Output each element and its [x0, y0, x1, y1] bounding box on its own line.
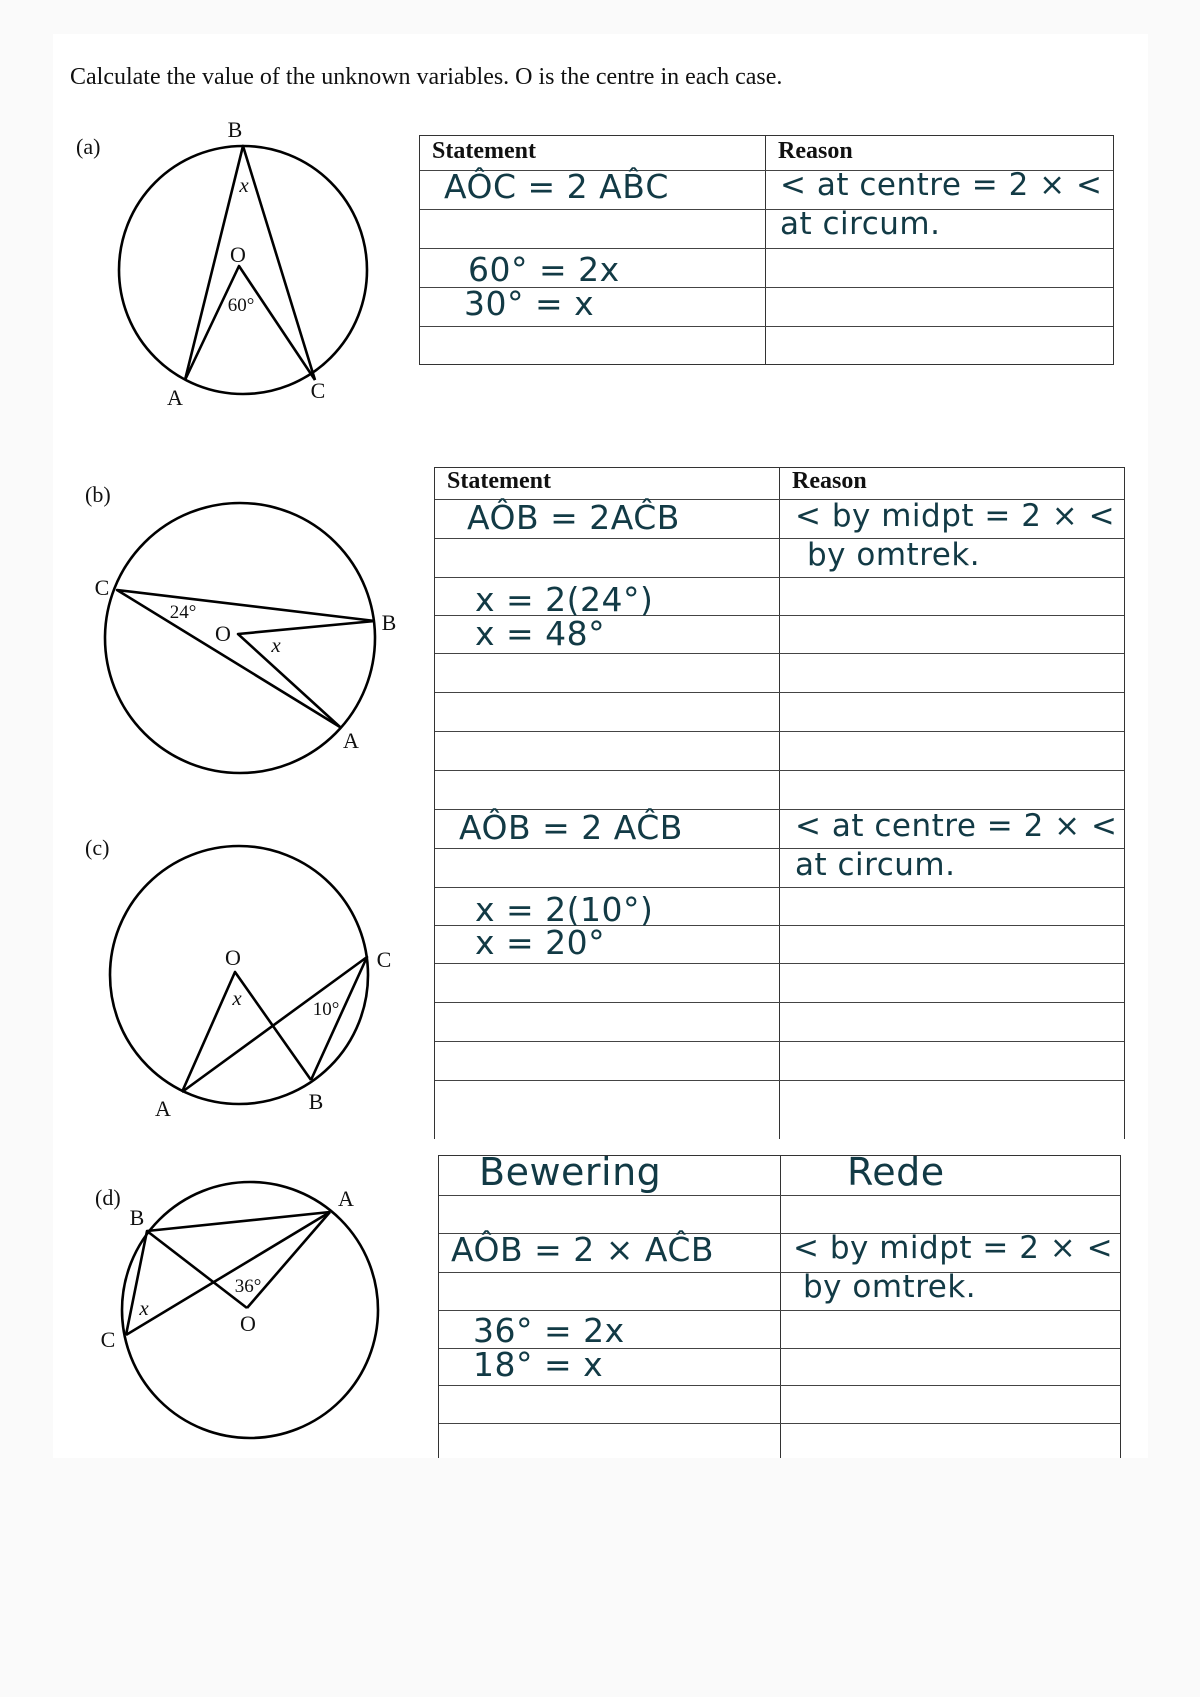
- table-d: [438, 1150, 1121, 1458]
- table-row: [435, 849, 1124, 888]
- table-row: [435, 616, 1124, 654]
- table-header-row: [435, 468, 1124, 500]
- point-c-label: C: [94, 575, 110, 600]
- reason-header: Reason: [778, 138, 853, 164]
- table-row: [435, 1081, 1124, 1096]
- radius-ob: [147, 1231, 247, 1308]
- statement-cell: AÔB = 2AĈB: [467, 498, 680, 537]
- table-header-row: [420, 136, 1113, 171]
- point-b-label: B: [129, 1205, 145, 1230]
- variable-x-label: x: [239, 173, 249, 197]
- point-a-label: A: [167, 385, 183, 410]
- table-row: [439, 1386, 1120, 1424]
- table-row: [439, 1345, 1120, 1386]
- reason-cell: < at centre = 2 × <: [780, 167, 1103, 203]
- statement-cell: 30° = x: [464, 284, 595, 323]
- reason-cell: < at centre = 2 × <: [795, 808, 1118, 844]
- point-a-label: A: [343, 728, 359, 753]
- table-row: [435, 693, 1124, 732]
- table-row: [435, 964, 1124, 1003]
- centre-o-label: O: [225, 945, 241, 970]
- variable-x-label: x: [271, 633, 281, 657]
- table-row: [435, 888, 1124, 929]
- statement-cell: x = 2(24°): [475, 580, 654, 619]
- table-row: [435, 654, 1124, 693]
- table-row: [435, 1003, 1124, 1042]
- table-row: [420, 284, 1113, 327]
- statement-cell: x = 2(10°): [475, 890, 654, 929]
- diagram-d: [0, 0, 420, 1460]
- table-row: [435, 539, 1124, 578]
- statement-cell: 18° = x: [473, 1345, 604, 1384]
- centre-o-label: O: [215, 621, 231, 646]
- statement-cell: x = 48°: [475, 614, 606, 653]
- table-row: [439, 1311, 1120, 1349]
- point-c-label: C: [376, 947, 392, 972]
- statement-cell: 36° = 2x: [473, 1311, 625, 1350]
- statement-header: Statement: [447, 468, 551, 494]
- instruction-text: Calculate the value of the unknown variables. O is the centre in each case.: [70, 64, 783, 90]
- table-row: [439, 1269, 1120, 1311]
- table-row: [435, 578, 1124, 619]
- reason-cell: at circum.: [795, 847, 956, 883]
- variable-x-label: x: [232, 986, 242, 1010]
- part-a-label: (a): [76, 134, 101, 159]
- reason-cell: by omtrek.: [807, 537, 981, 573]
- statement-cell: AÔC = 2 AB̂C: [444, 167, 669, 206]
- table-row: [420, 249, 1113, 288]
- table-row: [435, 810, 1124, 849]
- part-d-label: (d): [95, 1185, 121, 1210]
- point-a-label: A: [338, 1186, 354, 1211]
- centre-o-label: O: [240, 1311, 256, 1336]
- table-row: [439, 1424, 1120, 1459]
- centre-o-label: O: [230, 242, 246, 267]
- table-row: [435, 771, 1124, 810]
- table-row: [435, 1042, 1124, 1081]
- reason-cell: < by midpt = 2 × <: [793, 1230, 1114, 1266]
- reason-cell: < by midpt = 2 × <: [795, 498, 1116, 534]
- statement-cell: x = 20°: [475, 923, 606, 962]
- table-row: [435, 732, 1124, 771]
- point-b-label: B: [381, 610, 397, 635]
- angle-36-label: 36°: [234, 1276, 262, 1297]
- point-c-label: C: [310, 378, 326, 403]
- statement-header: Bewering: [479, 1150, 662, 1194]
- table-row: [439, 1230, 1120, 1273]
- variable-x-label: x: [139, 1296, 149, 1320]
- part-c-label: (c): [85, 835, 110, 860]
- statement-cell: 60° = 2x: [468, 250, 620, 289]
- reason-cell: by omtrek.: [803, 1269, 977, 1305]
- statement-cell: AÔB = 2 × AĈB: [451, 1230, 715, 1269]
- point-b-label: B: [227, 117, 243, 142]
- statement-cell: AÔB = 2 AĈB: [459, 808, 683, 847]
- table-row: [439, 1196, 1120, 1234]
- table-row: [420, 206, 1113, 249]
- reason-cell: at circum.: [780, 206, 941, 242]
- table-bc: [434, 467, 1125, 1139]
- table-a: [419, 135, 1114, 365]
- part-b-label: (b): [85, 482, 111, 507]
- reason-header: Reason: [792, 468, 867, 494]
- reason-header: Rede: [847, 1150, 945, 1194]
- angle-10-label: 10°: [312, 999, 340, 1020]
- point-c-label: C: [100, 1327, 116, 1352]
- table-row: [420, 327, 1113, 363]
- angle-60-label: 60°: [227, 295, 255, 316]
- table-row: [435, 500, 1124, 539]
- table-header-row: [439, 1150, 1120, 1196]
- table-row: [420, 167, 1113, 210]
- table-row: [435, 923, 1124, 964]
- statement-header: Statement: [432, 138, 536, 164]
- point-a-label: A: [155, 1096, 171, 1121]
- angle-24-label: 24°: [169, 602, 197, 623]
- point-b-label: B: [308, 1089, 324, 1114]
